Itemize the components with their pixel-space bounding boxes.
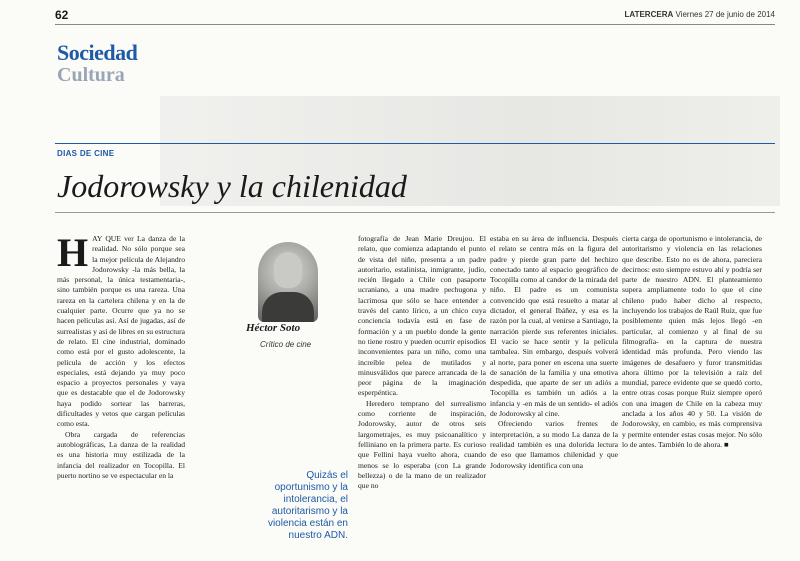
drop-cap: H (57, 234, 89, 275)
paper-name: LATERCERA (624, 10, 674, 19)
headline: Jodorowsky y la chilenidad (57, 168, 407, 204)
article-column-5 (622, 234, 762, 544)
author-name: Héctor Soto (246, 322, 301, 334)
pull-quote: Quizás el oportunismo y la intolerancia, el autoritarismo y la violencia están en nuestro ADN. (267, 470, 348, 541)
headline-rule (55, 212, 775, 213)
paragraph: fotografía de Jean Marie Dreujou. El relato, que comienza adaptando el punto de vista del niño, presenta a un padre autoritario, estalinista, inmigrante, judío, recién llegado a Chile con pasaporte ucraniano, a una madre pechugona y lacrimosa que sólo se hace entender a través del canto lírico, a un chico cuya conciencia todavía está en fase de formación y a un pueblo donde la gente no tiene rostro y pueden ocurrir episodios inconvenientes para un niño, como una increíble pelea de mutilados y minusválidos que parece arrancada de la peor página de la imaginación esperpéntica. (358, 234, 486, 398)
header-rule (55, 24, 775, 25)
paragraph: Ofreciendo varios frentes de interpretación, a su modo La danza de la realidad también es una dolorida lectura de eso que llamamos chilenidad y que Jodorowsky identifica con una (490, 419, 618, 470)
author-portrait (258, 242, 318, 322)
author-role: Crítico de cine (260, 340, 312, 349)
subsection-title: Cultura (57, 64, 125, 86)
article-column-4 (490, 234, 618, 544)
page-number: 62 (55, 8, 69, 22)
issue-date: Viernes 27 de junio de 2014 (675, 10, 775, 19)
end-mark: ■ (724, 439, 729, 449)
paragraph (57, 234, 185, 430)
article-column-1 (57, 234, 185, 544)
section-title: Sociedad (57, 40, 138, 65)
paragraph: estaba en su área de influencia. Después el relato se centra más en la figura del padre y pierde gran parte del hechizo conectado tanto al espacio geográfico de Tocopilla como al candor de la mirada del niño. El padre es un comunista convencido que está resuelto a matar al dictador, el general Ibáñez, y esa es la razón por la cual, al venirse a Santiago, la narración pierde sus referentes iniciales. El vacío se hace sentir y la película tambalea. Sin embargo, después volverá al norte, para poner en escena una suerte de sanación de la familia y una emotiva despedida, que aparte de ser un adiós a Tocopilla es también un adiós a la infancia y -en más de un sentido- el adiós de Jodorowsky al cine. (490, 234, 618, 419)
paragraph-text: AY QUE ver La danza de la realidad. No sólo porque sea la mejor película de Alejandro Jodorowsky -la más bella, la más personal, la única testamentaria-, sino también porque es una rareza. Una rareza en la cartelera chilena y en la de cualquier parte. Ocurre que ya no se hacen películas así. Así de jugadas, así de surrealistas y así de libres en su estructura de relato. El cine industrial, dominado como está por el gusto adolescente, la película de acción y los efectos especiales, está dejando ya muy poco espacio a proyectos personales y vaya que es destacable que el de Jodorowsky haya podido sortear las barreras, dificultades y vetos que cargan películas como esta. (57, 234, 185, 429)
column-kicker: DIAS DE CINE (57, 149, 115, 158)
paragraph (622, 234, 762, 450)
portrait-body (262, 292, 314, 322)
paragraph: Heredero temprano del surrealismo como corriente de inspiración, Jodorowsky, autor de otros seis largometrajes, es muy psicoanalítico y felliniano en la primera parte. Es curioso que Fellini haya vuelto ahora, cuando menos se lo esperaba (con La grande bellezza) o de la mano de un realizador que no (358, 398, 486, 491)
paper-date-line (625, 10, 775, 19)
page-header (55, 8, 775, 24)
paragraph-text: cierta carga de oportunismo e intolerancia, de autoritarismo y violencia en las relaciones que describe. Esto no es de ahora, pareciera decirnos: esto siempre estuvo ahí y podría ser parte de nuestro ADN. El planteamiento supera ampliamente todo lo que el cine chileno pudo haber dicho al respecto, incluyendo los trabajos de Raúl Ruiz, que fue posiblemente quien más lejos llegó -en particular, al comienzo y al final de su filmografía- en la captura de nuestra identidad más profunda. Pero viendo las imágenes de desafuero y furor transmitidas ahora último por la televisión a raíz del mundial, parece evidente que se quedó corto, entre otras cosas porque Ruiz siempre operó con una imagen de Chile en la cabeza muy anclada a los años 40 y 50. La visión de Jodorowsky, en cambio, es más comprensiva y permite entender estas cosas mejor. No sólo lo de antes. También lo de ahora. (622, 234, 762, 449)
paragraph: Obra cargada de referencias autobiográficas, La danza de la realidad es una historia muy estilizada de la infancia del realizador en Tocopilla. El puerto nortino se ve espectacular en la (57, 429, 185, 480)
kicker-rule (55, 143, 775, 144)
article-column-3 (358, 234, 486, 544)
portrait-face (274, 252, 302, 288)
